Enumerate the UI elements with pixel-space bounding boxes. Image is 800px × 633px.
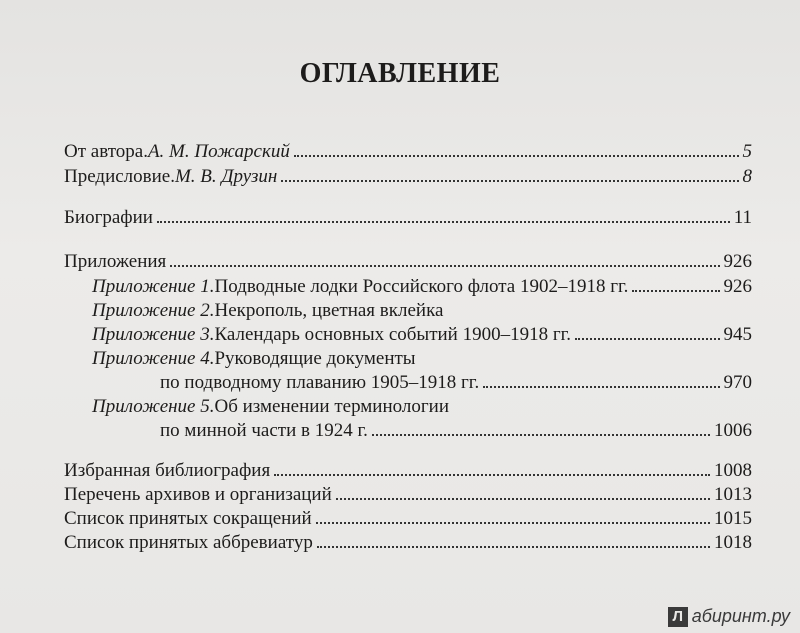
dot-leader	[372, 433, 710, 436]
appendix-label: Приложение 1.	[92, 276, 215, 297]
entry-text: Биографии	[64, 207, 153, 228]
toc-entry-acronyms	[64, 531, 752, 555]
toc-entry-abbreviations	[64, 507, 752, 531]
entry-text: Приложения	[64, 251, 167, 272]
entry-page: 1013	[714, 484, 752, 505]
entry-text: Список принятых сокращений	[64, 508, 312, 529]
dot-leader	[294, 154, 739, 157]
entry-author: А. М. Пожарский	[147, 141, 290, 162]
dot-leader	[632, 289, 719, 292]
entry-page: 11	[733, 207, 752, 228]
toc-entry-from-author	[64, 140, 752, 164]
labirint-logo-icon: Л	[668, 607, 688, 627]
entry-page: 1008	[714, 460, 752, 481]
appendix-text: Некрополь, цветная вклейка	[214, 300, 444, 321]
page-title: ОГЛАВЛЕНИЕ	[299, 58, 501, 89]
entry-page: 1018	[714, 532, 752, 553]
appendix-text: Об изменении терминологии	[214, 396, 450, 417]
entry-text: Список принятых аббревиатур	[64, 532, 313, 553]
appendix-label: Приложение 2.	[92, 300, 215, 321]
toc-appendix-4	[92, 347, 752, 371]
appendix-label: Приложение 5.	[92, 396, 215, 417]
toc-appendix-1	[92, 275, 752, 299]
toc-entry-biographies	[64, 206, 752, 230]
entry-page: 926	[723, 276, 752, 297]
entry-page: 1006	[714, 420, 752, 441]
appendix-text: Руководящие документы	[214, 348, 416, 369]
appendix-text: Подводные лодки Российского флота 1902–1918 гг.	[214, 276, 629, 297]
watermark-text: абиринт.ру	[691, 606, 790, 626]
entry-text: От автора.	[64, 141, 148, 162]
dot-leader	[317, 545, 710, 548]
toc-appendix-3	[92, 323, 752, 347]
toc-entry-archives	[64, 483, 752, 507]
entry-page: 970	[723, 372, 752, 393]
dot-leader	[281, 179, 738, 182]
dot-leader	[170, 264, 719, 267]
dot-leader	[336, 497, 710, 500]
toc-entry-foreword	[64, 165, 752, 189]
entry-page: 1015	[714, 508, 752, 529]
appendix-text-continued: по подводному плаванию 1905–1918 гг.	[160, 372, 480, 393]
appendix-text-continued: по минной части в 1924 г.	[160, 420, 368, 441]
toc-appendix-5-continued	[160, 419, 752, 443]
toc-entry-bibliography	[64, 459, 752, 483]
toc-appendix-2	[92, 299, 752, 323]
toc-entry-appendices	[64, 250, 752, 274]
toc-appendix-5	[92, 395, 752, 419]
appendix-text: Календарь основных событий 1900–1918 гг.	[214, 324, 572, 345]
dot-leader	[483, 385, 719, 388]
labirint-watermark	[668, 606, 790, 627]
entry-page: 8	[742, 166, 752, 187]
entry-page: 5	[742, 141, 752, 162]
dot-leader	[157, 220, 730, 223]
appendix-label: Приложение 4.	[92, 348, 215, 369]
toc-appendix-4-continued	[160, 371, 752, 395]
entry-author: М. В. Друзин	[174, 166, 278, 187]
dot-leader	[274, 473, 710, 476]
appendix-label: Приложение 3.	[92, 324, 215, 345]
entry-text: Перечень архивов и организаций	[64, 484, 332, 505]
entry-text: Избранная библиография	[64, 460, 271, 481]
entry-text: Предисловие.	[64, 166, 175, 187]
entry-page: 926	[723, 251, 752, 272]
entry-page: 945	[723, 324, 752, 345]
dot-leader	[575, 337, 719, 340]
dot-leader	[316, 521, 710, 524]
